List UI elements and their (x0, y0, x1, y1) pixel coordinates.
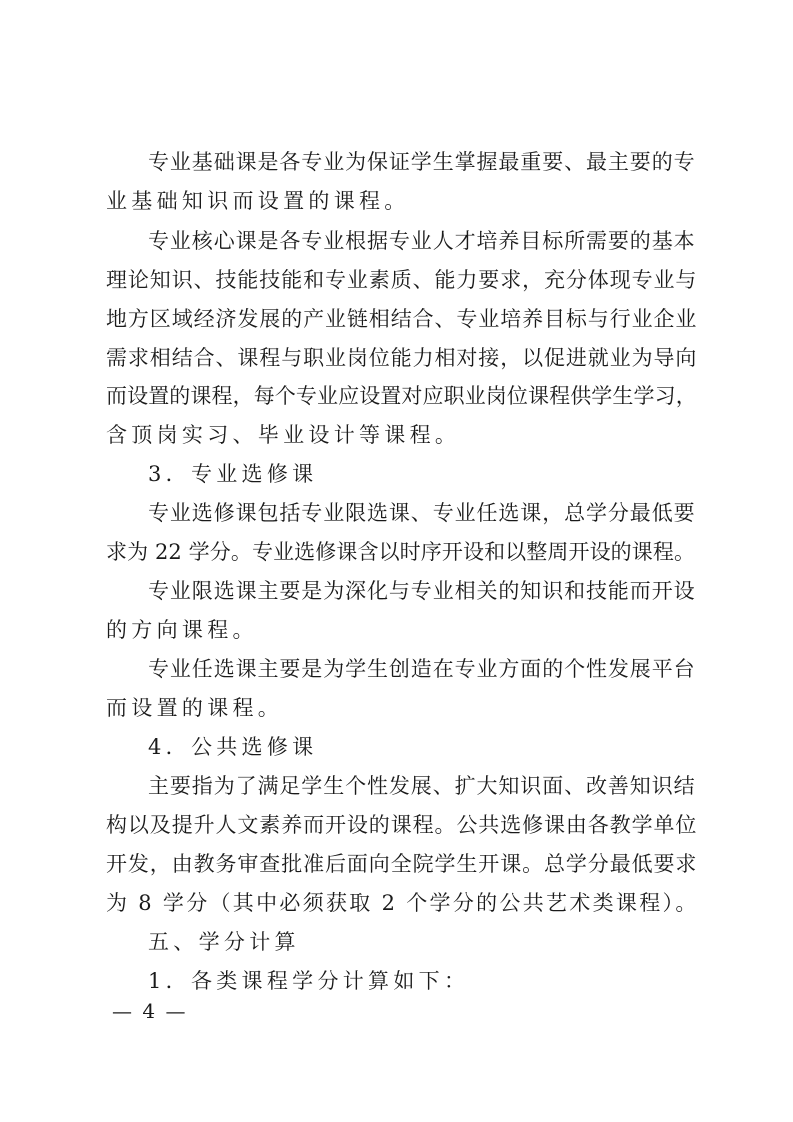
text-line: 而设置的课程。 (106, 696, 284, 720)
text-line: 专业限选课主要是为深化与专业相关的知识和技能而开设 (148, 579, 696, 603)
page-number: — 4 — (112, 999, 188, 1023)
text-line: 为 8 学分（其中必须获取 2 个学分的公共艺术类课程）。 (106, 891, 699, 915)
section-heading: 五、学分计算 (148, 930, 300, 954)
text-line: 而设置的课程，每个专业应设置对应职业岗位课程供学生学习， (106, 384, 697, 408)
text-line: 专业基础课是各专业为保证学生掌握最重要、最主要的专 (148, 150, 696, 174)
text-line: 开发，由教务审查批准后面向全院学生开课。总学分最低要求 (106, 852, 698, 876)
text-line: 求为 22 学分。专业选修课含以时序开设和以整周开设的课程。 (106, 540, 696, 564)
text-line: 构以及提升人文素养而开设的课程。公共选修课由各教学单位 (106, 813, 698, 837)
section-heading: 4．公共选修课 (148, 735, 318, 759)
text-line: 含顶岗实习、毕业设计等课程。 (106, 423, 461, 447)
text-line: 业基础知识而设置的课程。 (106, 189, 410, 213)
text-line: 的方向课程。 (106, 618, 258, 642)
text-line: 理论知识、技能技能和专业素质、能力要求，充分体现专业与 (106, 268, 698, 292)
text-line: 专业任选课主要是为学生创造在专业方面的个性发展平台 (148, 657, 696, 681)
text-line: 地方区域经济发展的产业链相结合、专业培养目标与行业企业 (106, 307, 698, 331)
section-heading: 1．各类课程学分计算如下： (148, 969, 470, 993)
text-line: 主要指为了满足学生个性发展、扩大知识面、改善知识结 (148, 774, 696, 798)
text-line: 需求相结合、课程与职业岗位能力相对接，以促进就业为导向 (106, 346, 698, 370)
text-line: 专业核心课是各专业根据专业人才培养目标所需要的基本 (148, 229, 696, 253)
section-heading: 3．专业选修课 (148, 462, 318, 486)
text-line: 专业选修课包括专业限选课、专业任选课，总学分最低要 (148, 501, 696, 525)
